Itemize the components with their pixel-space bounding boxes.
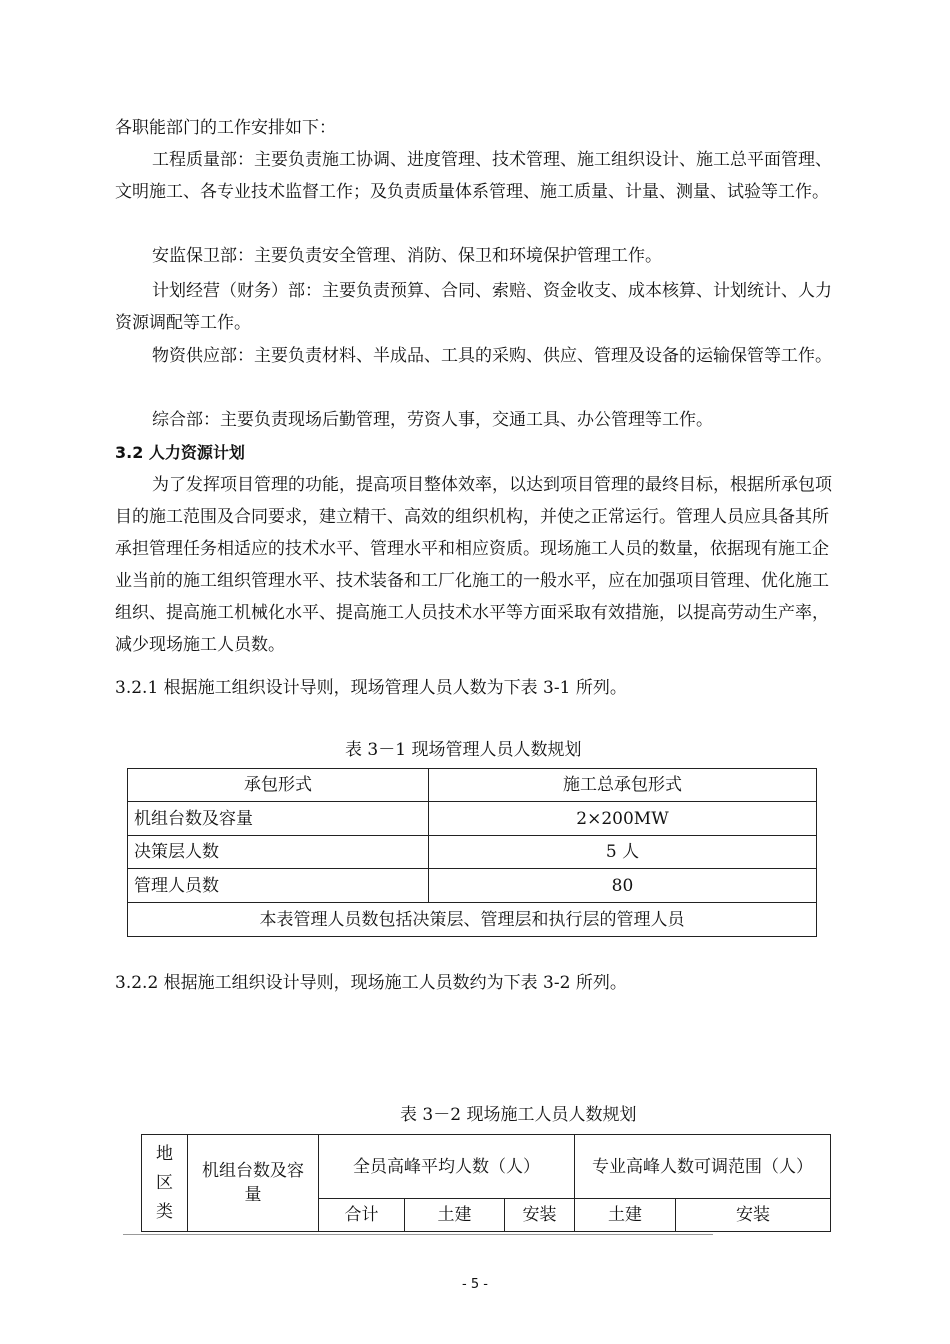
table-cell: 管理人员数: [128, 869, 429, 903]
table-cell: 施工总承包形式: [429, 769, 817, 802]
page-number: - 5 -: [462, 1277, 488, 1292]
col-header-units: 机组台数及容量: [188, 1135, 319, 1232]
table1: [127, 768, 817, 937]
section-3-2-paragraph: 为了发挥项目管理的功能，提高项目整体效率，以达到项目管理的最终目标，根据所承包项目的施工范围及合同要求，建立精干、高效的组织机构，并使之正常运行。管理人员应具备其所承担管理任务相适应的技术水平、管理水平和相应资质。现场施工人员的数量，依据现有施工企业当前的施工组织管理水平、技术装备和工厂化施工的一般水平，应在加强项目管理、优化施工组织、提高施工机械化水平、提高施工人员技术水平等方面采取有效措施，以提高劳动生产率，减少现场施工人员数。: [115, 475, 832, 655]
dept-quality-paragraph: 工程质量部：主要负责施工协调、进度管理、技术管理、施工组织设计、施工总平面管理、文明施工、各专业技术监督工作；及负责质量体系管理、施工质量、计量、测量、试验等工作。: [115, 150, 832, 202]
footer-divider: [123, 1234, 713, 1235]
table-cell: 承包形式: [128, 769, 429, 802]
section-heading-3-2: 3.2 人力资源计划: [115, 443, 245, 462]
dept-materials-paragraph: 物资供应部：主要负责材料、半成品、工具的采购、供应、管理及设备的运输保管等工作。: [152, 346, 832, 366]
sub-header-install: 安装: [505, 1199, 575, 1232]
sub-header-civil: 土建: [405, 1199, 505, 1232]
table2: [141, 1134, 831, 1232]
table-row: [128, 769, 817, 802]
table-cell: 机组台数及容量: [128, 802, 429, 836]
para-3-2-2: 3.2.2 根据施工组织设计导则，现场施工人员数约为下表 3-2 所列。: [115, 973, 627, 993]
table-row: [142, 1135, 831, 1199]
sub-header-install-peak: 安装: [676, 1199, 831, 1232]
dept-general-paragraph: 综合部：主要负责现场后勤管理，劳资人事，交通工具、办公管理等工作。: [152, 410, 713, 430]
intro-text: 各职能部门的工作安排如下：: [115, 118, 336, 138]
sub-header-total: 合计: [319, 1199, 405, 1232]
table-row: [128, 802, 817, 836]
dept-planning-paragraph: 计划经营（财务）部：主要负责预算、合同、索赔、资金收支、成本核算、计划统计、人力资源调配等工作。: [115, 281, 832, 333]
table-row: [128, 903, 817, 937]
table1-caption: 表 3－1 现场管理人员人数规划: [345, 740, 582, 760]
table1-note: 本表管理人员数包括决策层、管理层和执行层的管理人员: [128, 903, 817, 937]
col-header-specialty-peak: 专业高峰人数可调范围（人）: [575, 1135, 831, 1199]
table-row: [128, 869, 817, 903]
table-cell: 决策层人数: [128, 836, 429, 869]
col-header-all-peak: 全员高峰平均人数（人）: [319, 1135, 575, 1199]
table-cell: 5 人: [429, 836, 817, 869]
table-cell: 80: [429, 869, 817, 903]
dept-safety-paragraph: 安监保卫部：主要负责安全管理、消防、保卫和环境保护管理工作。: [152, 246, 662, 266]
table-cell: 2×200MW: [429, 802, 817, 836]
table2-caption: 表 3－2 现场施工人员人数规划: [400, 1105, 637, 1125]
table-row: [128, 836, 817, 869]
col-header-region: 地区类: [142, 1135, 188, 1232]
sub-header-civil-peak: 土建: [575, 1199, 676, 1232]
para-3-2-1: 3.2.1 根据施工组织设计导则，现场管理人员人数为下表 3-1 所列。: [115, 678, 627, 698]
